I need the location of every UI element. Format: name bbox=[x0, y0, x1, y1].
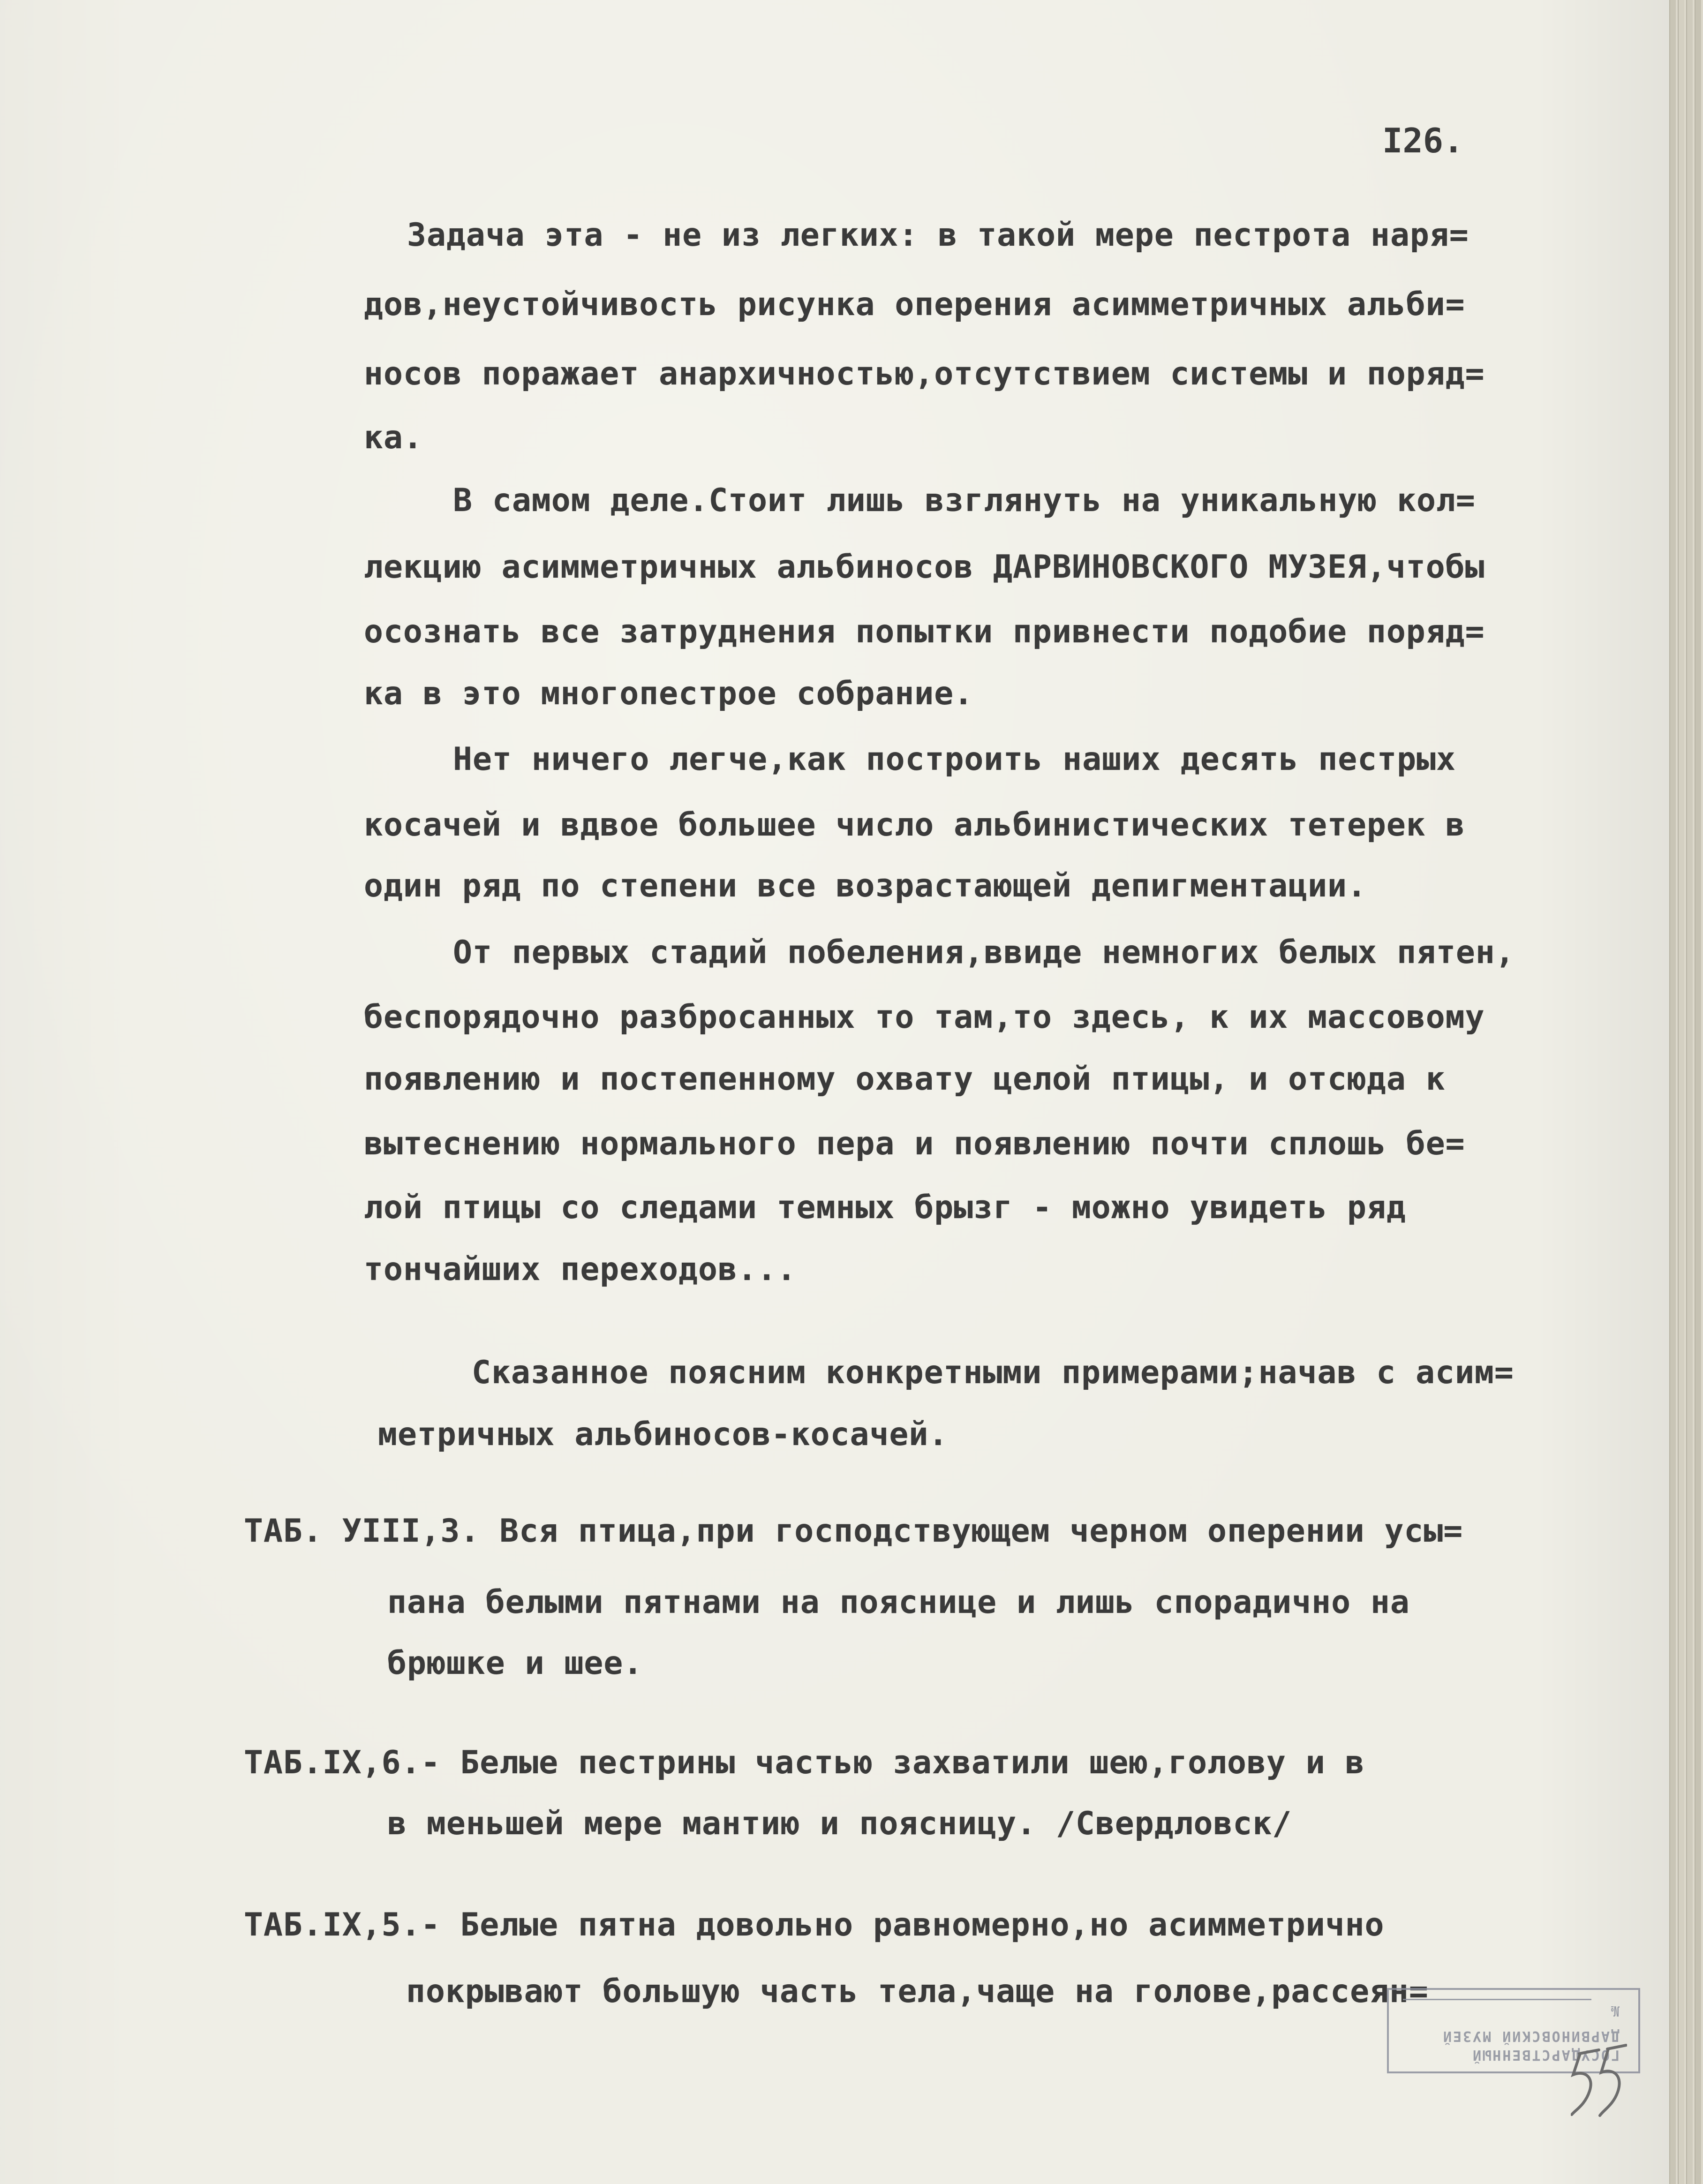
text-line: ка в это многопестрое собрание. bbox=[364, 675, 974, 712]
text-line: тончайших переходов... bbox=[364, 1251, 797, 1288]
text-line: носов поражает анархичностью,отсутствием системы и поряд= bbox=[364, 355, 1485, 392]
text-line: Задача эта - не из легких: в такой мере пестрота наря= bbox=[407, 217, 1469, 254]
text-line: Нет ничего легче,как построить наших десять пестрых bbox=[453, 741, 1456, 778]
text-line: ТАБ. УIII,3. Вся птица,при господствующем черном оперении усы= bbox=[244, 1513, 1463, 1550]
text-line: ТАБ.IX,5.- Белые пятна довольно равномерно,но асимметрично bbox=[244, 1906, 1385, 1943]
text-line: в меньшей мере мантию и поясницу. /Свердловск/ bbox=[387, 1805, 1292, 1842]
text-line: пана белыми пятнами на пояснице и лишь спорадично на bbox=[387, 1584, 1410, 1621]
text-line: косачей и вдвое большее число альбинистических тетерек в bbox=[364, 806, 1465, 843]
text-line: ка. bbox=[364, 419, 423, 456]
text-line: лой птицы со следами темных брызг - можно увидеть ряд bbox=[364, 1189, 1406, 1226]
text-line: осознать все затруднения попытки привнести подобие поряд= bbox=[364, 613, 1485, 650]
stamp-underline bbox=[1403, 1999, 1591, 2000]
text-line: ТАБ.IX,6.- Белые пестрины частью захватили шею,голову и в bbox=[244, 1744, 1365, 1781]
stamp-line: ДАРВИНОВСКИЙ МУЗЕЙ bbox=[1441, 2028, 1620, 2044]
page-edge bbox=[1669, 0, 1676, 2184]
stamp-line: № bbox=[1609, 2003, 1620, 2019]
text-line: один ряд по степени все возрастающей депигментации. bbox=[364, 867, 1367, 904]
page-edge bbox=[1686, 0, 1693, 2184]
handwritten-number-55-icon bbox=[1571, 2040, 1627, 2119]
page-number: I26. bbox=[1382, 121, 1464, 160]
text-line: дов,неустойчивость рисунка оперения асимметричных альби= bbox=[364, 286, 1465, 323]
text-line: От первых стадий побеления,ввиде немногих белых пятен, bbox=[453, 934, 1515, 971]
stamp-line: ГОСУДАРСТВЕННЫЙ bbox=[1471, 2047, 1620, 2063]
text-line: брюшке и шее. bbox=[387, 1645, 643, 1682]
page-edge bbox=[1695, 0, 1701, 2184]
text-line: появлению и постепенному охвату целой птицы, и отсюда к bbox=[364, 1061, 1446, 1098]
text-line: В самом деле.Стоит лишь взглянуть на уникальную кол= bbox=[453, 482, 1476, 519]
text-line: вытеснению нормального пера и появлению почти сплошь бе= bbox=[364, 1125, 1465, 1162]
text-line: метричных альбиносов-косачей. bbox=[378, 1416, 949, 1453]
page-edge bbox=[1678, 0, 1684, 2184]
text-line: Сказанное поясним конкретными примерами;начав с асим= bbox=[472, 1354, 1514, 1391]
text-line: беспорядочно разбросанных то там,то здесь, к их массовому bbox=[364, 999, 1485, 1036]
text-line: лекцию асимметричных альбиносов ДАРВИНОВСКОГО МУЗЕЯ,чтобы bbox=[364, 549, 1485, 586]
text-line: покрывают большую часть тела,чаще на голове,рассеян= bbox=[406, 1973, 1429, 2010]
